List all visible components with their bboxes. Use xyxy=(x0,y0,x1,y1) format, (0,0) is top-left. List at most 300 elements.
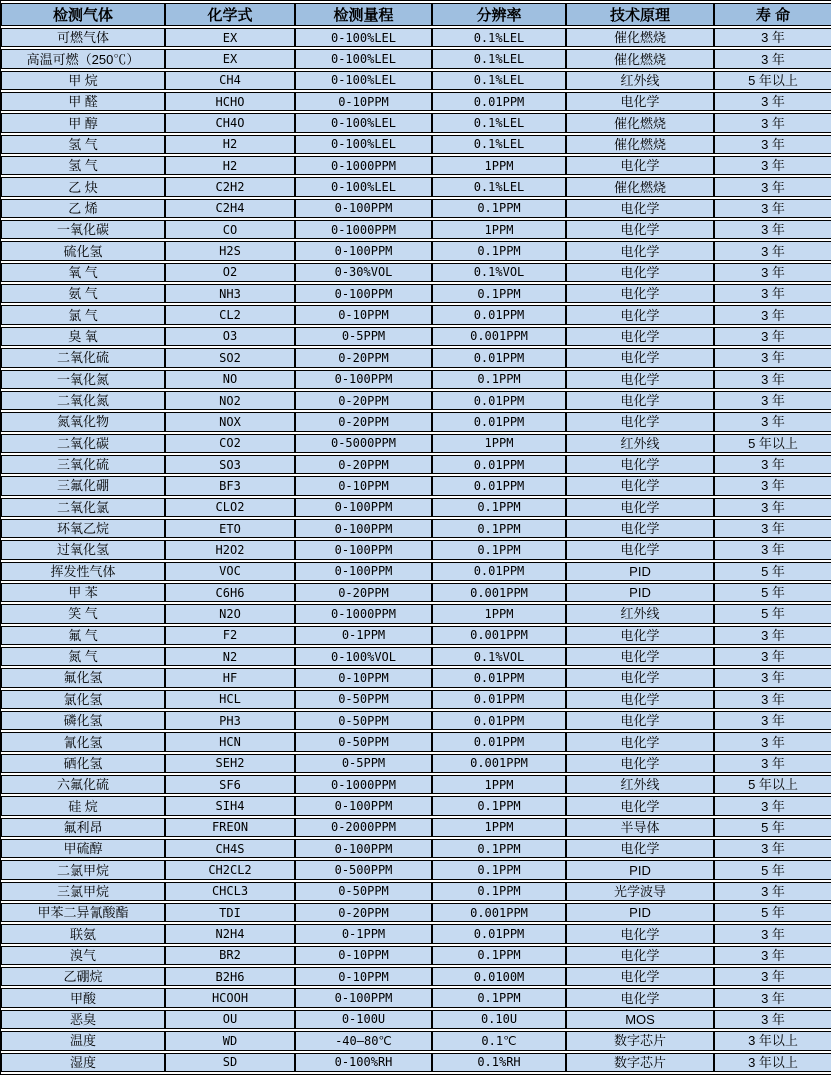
cell-lifespan: 3 年 xyxy=(714,391,831,410)
table-row xyxy=(1,519,831,538)
cell-lifespan: 5 年以上 xyxy=(714,775,831,794)
cell-range: 0-50PPM xyxy=(295,882,432,901)
cell-resolution: 0.10U xyxy=(432,1010,566,1029)
cell-resolution: 0.1PPM xyxy=(432,882,566,901)
cell-gas: 三氟化硼 xyxy=(1,476,165,495)
cell-formula: ETO xyxy=(165,519,295,538)
cell-resolution: 0.1%RH xyxy=(432,1053,566,1073)
cell-lifespan: 5 年 xyxy=(714,818,831,837)
cell-principle: 催化燃烧 xyxy=(566,135,714,154)
cell-principle: 催化燃烧 xyxy=(566,49,714,68)
cell-principle: 电化学 xyxy=(566,711,714,730)
cell-range: 0-10PPM xyxy=(295,476,432,495)
cell-principle: 电化学 xyxy=(566,647,714,666)
table-row xyxy=(1,476,831,495)
cell-gas: 二氧化碳 xyxy=(1,434,165,453)
cell-resolution: 0.1%VOL xyxy=(432,263,566,282)
cell-formula: HCHO xyxy=(165,92,295,111)
cell-range: 0-100%LEL xyxy=(295,71,432,90)
table-row xyxy=(1,839,831,858)
cell-gas: 一氧化氮 xyxy=(1,370,165,389)
cell-formula: HCN xyxy=(165,732,295,751)
table-row xyxy=(1,391,831,410)
table-row xyxy=(1,348,831,367)
cell-gas: 氢 气 xyxy=(1,156,165,175)
cell-formula: H2S xyxy=(165,241,295,260)
cell-lifespan: 3 年 xyxy=(714,263,831,282)
cell-resolution: 0.1PPM xyxy=(432,540,566,559)
cell-formula: O2 xyxy=(165,263,295,282)
cell-formula: VOC xyxy=(165,562,295,581)
cell-gas: 二氧化硫 xyxy=(1,348,165,367)
cell-resolution: 0.1%LEL xyxy=(432,28,566,47)
cell-formula: EX xyxy=(165,49,295,68)
cell-formula: OU xyxy=(165,1010,295,1029)
cell-formula: SF6 xyxy=(165,775,295,794)
cell-range: 0-500PPM xyxy=(295,860,432,879)
cell-lifespan: 3 年 xyxy=(714,711,831,730)
cell-gas: 氯化氢 xyxy=(1,690,165,709)
cell-principle: 电化学 xyxy=(566,263,714,282)
cell-formula: NO2 xyxy=(165,391,295,410)
cell-range: 0-100%LEL xyxy=(295,49,432,68)
cell-gas: 硫化氢 xyxy=(1,241,165,260)
table-row xyxy=(1,604,831,623)
cell-resolution: 0.01PPM xyxy=(432,391,566,410)
cell-range: 0-100%LEL xyxy=(295,113,432,132)
cell-range: 0-5000PPM xyxy=(295,434,432,453)
cell-principle: 电化学 xyxy=(566,455,714,474)
cell-resolution: 0.001PPM xyxy=(432,754,566,773)
cell-range: 0-100PPM xyxy=(295,370,432,389)
cell-principle: 红外线 xyxy=(566,71,714,90)
cell-formula: H2O2 xyxy=(165,540,295,559)
cell-principle: 电化学 xyxy=(566,391,714,410)
table-row xyxy=(1,754,831,773)
cell-principle: 电化学 xyxy=(566,967,714,986)
cell-lifespan: 3 年 xyxy=(714,156,831,175)
cell-lifespan: 3 年 xyxy=(714,92,831,111)
cell-principle: 电化学 xyxy=(566,924,714,943)
cell-lifespan: 3 年 xyxy=(714,967,831,986)
cell-principle: 电化学 xyxy=(566,348,714,367)
cell-resolution: 1PPM xyxy=(432,604,566,623)
table-row xyxy=(1,284,831,303)
cell-lifespan: 3 年 xyxy=(714,626,831,645)
cell-principle: 电化学 xyxy=(566,498,714,517)
cell-lifespan: 5 年 xyxy=(714,562,831,581)
cell-formula: HF xyxy=(165,668,295,687)
cell-range: 0-1PPM xyxy=(295,626,432,645)
cell-range: 0-1000PPM xyxy=(295,775,432,794)
cell-resolution: 0.01PPM xyxy=(432,732,566,751)
cell-principle: 电化学 xyxy=(566,839,714,858)
table-row xyxy=(1,1031,831,1050)
cell-resolution: 0.1PPM xyxy=(432,796,566,815)
cell-gas: 三氧化硫 xyxy=(1,455,165,474)
cell-resolution: 0.001PPM xyxy=(432,583,566,602)
cell-range: -40—80℃ xyxy=(295,1031,432,1050)
table-row xyxy=(1,540,831,559)
cell-gas: 甲 醇 xyxy=(1,113,165,132)
cell-range: 0-20PPM xyxy=(295,412,432,431)
cell-range: 0-1PPM xyxy=(295,924,432,943)
cell-principle: PID xyxy=(566,562,714,581)
cell-formula: CO xyxy=(165,220,295,239)
cell-resolution: 0.1%LEL xyxy=(432,135,566,154)
cell-formula: CL2 xyxy=(165,305,295,324)
table-row xyxy=(1,370,831,389)
cell-range: 0-50PPM xyxy=(295,690,432,709)
table-row xyxy=(1,967,831,986)
cell-lifespan: 3 年 xyxy=(714,113,831,132)
table-row xyxy=(1,305,831,324)
table-row xyxy=(1,647,831,666)
table-row xyxy=(1,241,831,260)
cell-gas: 氰化氢 xyxy=(1,732,165,751)
cell-gas: 氟化氢 xyxy=(1,668,165,687)
cell-formula: SO2 xyxy=(165,348,295,367)
cell-resolution: 0.1PPM xyxy=(432,860,566,879)
cell-gas: 硅 烷 xyxy=(1,796,165,815)
cell-principle: 红外线 xyxy=(566,434,714,453)
cell-range: 0-1000PPM xyxy=(295,604,432,623)
cell-resolution: 0.1PPM xyxy=(432,519,566,538)
cell-principle: 电化学 xyxy=(566,241,714,260)
cell-formula: TDI xyxy=(165,903,295,922)
cell-formula: N2H4 xyxy=(165,924,295,943)
table-row xyxy=(1,946,831,965)
cell-formula: B2H6 xyxy=(165,967,295,986)
cell-principle: 红外线 xyxy=(566,775,714,794)
cell-principle: 电化学 xyxy=(566,156,714,175)
cell-lifespan: 5 年 xyxy=(714,903,831,922)
cell-principle: 电化学 xyxy=(566,199,714,218)
cell-range: 0-100PPM xyxy=(295,199,432,218)
cell-resolution: 0.001PPM xyxy=(432,327,566,346)
cell-lifespan: 3 年 xyxy=(714,924,831,943)
cell-lifespan: 3 年 xyxy=(714,241,831,260)
column-header-principle: 技术原理 xyxy=(566,3,714,26)
cell-gas: 磷化氢 xyxy=(1,711,165,730)
cell-principle: 数字芯片 xyxy=(566,1053,714,1073)
cell-principle: 电化学 xyxy=(566,754,714,773)
cell-formula: CLO2 xyxy=(165,498,295,517)
cell-range: 0-100%RH xyxy=(295,1053,432,1073)
cell-gas: 氮 气 xyxy=(1,647,165,666)
cell-gas: 二氯甲烷 xyxy=(1,860,165,879)
cell-range: 0-20PPM xyxy=(295,455,432,474)
cell-gas: 氢 气 xyxy=(1,135,165,154)
cell-resolution: 0.001PPM xyxy=(432,626,566,645)
cell-resolution: 0.01PPM xyxy=(432,668,566,687)
cell-gas: 乙 烯 xyxy=(1,199,165,218)
cell-gas: 二氧化氮 xyxy=(1,391,165,410)
table-row xyxy=(1,668,831,687)
cell-range: 0-50PPM xyxy=(295,732,432,751)
header-row xyxy=(1,3,831,26)
cell-principle: 电化学 xyxy=(566,946,714,965)
cell-gas: 可燃气体 xyxy=(1,28,165,47)
table-row xyxy=(1,903,831,922)
cell-gas: 氟 气 xyxy=(1,626,165,645)
cell-range: 0-100%VOL xyxy=(295,647,432,666)
column-header-gas: 检测气体 xyxy=(1,3,165,26)
table-row xyxy=(1,711,831,730)
cell-formula: HCL xyxy=(165,690,295,709)
cell-lifespan: 3 年 xyxy=(714,754,831,773)
cell-range: 0-20PPM xyxy=(295,903,432,922)
cell-formula: H2 xyxy=(165,135,295,154)
table-row xyxy=(1,988,831,1007)
cell-gas: 臭 氧 xyxy=(1,327,165,346)
cell-principle: 催化燃烧 xyxy=(566,177,714,196)
cell-resolution: 0.01PPM xyxy=(432,455,566,474)
cell-gas: 氨 气 xyxy=(1,284,165,303)
cell-range: 0-100%LEL xyxy=(295,135,432,154)
cell-gas: 氮氧化物 xyxy=(1,412,165,431)
cell-formula: CO2 xyxy=(165,434,295,453)
cell-formula: HCOOH xyxy=(165,988,295,1007)
cell-range: 0-50PPM xyxy=(295,711,432,730)
cell-lifespan: 5 年以上 xyxy=(714,434,831,453)
table-row xyxy=(1,775,831,794)
cell-lifespan: 3 年 xyxy=(714,540,831,559)
cell-resolution: 0.01PPM xyxy=(432,476,566,495)
cell-principle: PID xyxy=(566,903,714,922)
cell-lifespan: 3 年 xyxy=(714,135,831,154)
cell-formula: C2H2 xyxy=(165,177,295,196)
cell-range: 0-100PPM xyxy=(295,540,432,559)
cell-range: 0-100PPM xyxy=(295,562,432,581)
cell-gas: 联氨 xyxy=(1,924,165,943)
cell-resolution: 0.0100M xyxy=(432,967,566,986)
cell-gas: 乙硼烷 xyxy=(1,967,165,986)
cell-lifespan: 3 年 xyxy=(714,690,831,709)
table-row xyxy=(1,113,831,132)
cell-lifespan: 3 年 xyxy=(714,327,831,346)
cell-resolution: 0.001PPM xyxy=(432,903,566,922)
table-row xyxy=(1,49,831,68)
cell-range: 0-1000PPM xyxy=(295,156,432,175)
cell-formula: C6H6 xyxy=(165,583,295,602)
cell-gas: 环氧乙烷 xyxy=(1,519,165,538)
cell-principle: 电化学 xyxy=(566,668,714,687)
cell-lifespan: 3 年 xyxy=(714,668,831,687)
table-row xyxy=(1,71,831,90)
cell-principle: 电化学 xyxy=(566,370,714,389)
cell-gas: 氟利昂 xyxy=(1,818,165,837)
cell-gas: 甲 苯 xyxy=(1,583,165,602)
cell-principle: 电化学 xyxy=(566,796,714,815)
cell-principle: 电化学 xyxy=(566,690,714,709)
cell-lifespan: 3 年 xyxy=(714,476,831,495)
cell-lifespan: 3 年 xyxy=(714,732,831,751)
table-row xyxy=(1,1053,831,1073)
cell-principle: 电化学 xyxy=(566,626,714,645)
cell-range: 0-100%LEL xyxy=(295,177,432,196)
cell-resolution: 1PPM xyxy=(432,818,566,837)
cell-range: 0-100U xyxy=(295,1010,432,1029)
cell-range: 0-100PPM xyxy=(295,839,432,858)
cell-resolution: 0.1PPM xyxy=(432,241,566,260)
cell-range: 0-100%LEL xyxy=(295,28,432,47)
cell-lifespan: 3 年 xyxy=(714,49,831,68)
cell-resolution: 1PPM xyxy=(432,220,566,239)
cell-formula: SIH4 xyxy=(165,796,295,815)
cell-range: 0-1000PPM xyxy=(295,220,432,239)
table-row xyxy=(1,562,831,581)
cell-resolution: 0.01PPM xyxy=(432,348,566,367)
column-header-lifespan: 寿 命 xyxy=(714,3,831,26)
cell-resolution: 1PPM xyxy=(432,434,566,453)
cell-principle: 电化学 xyxy=(566,540,714,559)
cell-formula: NH3 xyxy=(165,284,295,303)
cell-resolution: 0.01PPM xyxy=(432,711,566,730)
cell-resolution: 0.01PPM xyxy=(432,690,566,709)
cell-resolution: 0.1PPM xyxy=(432,370,566,389)
cell-range: 0-5PPM xyxy=(295,754,432,773)
cell-formula: SD xyxy=(165,1053,295,1073)
cell-gas: 恶臭 xyxy=(1,1010,165,1029)
cell-gas: 硒化氢 xyxy=(1,754,165,773)
cell-gas: 湿度 xyxy=(1,1053,165,1073)
cell-lifespan: 3 年 xyxy=(714,988,831,1007)
cell-resolution: 0.1PPM xyxy=(432,946,566,965)
cell-formula: N2O xyxy=(165,604,295,623)
cell-resolution: 0.1PPM xyxy=(432,988,566,1007)
cell-range: 0-100PPM xyxy=(295,796,432,815)
table-row xyxy=(1,1010,831,1029)
cell-lifespan: 3 年 xyxy=(714,177,831,196)
cell-resolution: 0.1%LEL xyxy=(432,113,566,132)
table-row xyxy=(1,818,831,837)
cell-range: 0-10PPM xyxy=(295,668,432,687)
cell-lifespan: 3 年 xyxy=(714,412,831,431)
cell-resolution: 0.1PPM xyxy=(432,199,566,218)
cell-gas: 一氧化碳 xyxy=(1,220,165,239)
cell-range: 0-20PPM xyxy=(295,348,432,367)
cell-formula: CHCL3 xyxy=(165,882,295,901)
table-row xyxy=(1,199,831,218)
table-row xyxy=(1,92,831,111)
cell-formula: N2 xyxy=(165,647,295,666)
cell-formula: FREON xyxy=(165,818,295,837)
cell-formula: CH4 xyxy=(165,71,295,90)
cell-formula: EX xyxy=(165,28,295,47)
table-row xyxy=(1,690,831,709)
table-body xyxy=(1,28,831,1072)
cell-range: 0-20PPM xyxy=(295,391,432,410)
cell-lifespan: 3 年 xyxy=(714,28,831,47)
cell-lifespan: 3 年以上 xyxy=(714,1053,831,1073)
cell-principle: 电化学 xyxy=(566,732,714,751)
cell-lifespan: 3 年 xyxy=(714,882,831,901)
cell-range: 0-100PPM xyxy=(295,519,432,538)
column-header-formula: 化学式 xyxy=(165,3,295,26)
cell-resolution: 0.1%VOL xyxy=(432,647,566,666)
cell-formula: PH3 xyxy=(165,711,295,730)
cell-resolution: 0.1℃ xyxy=(432,1031,566,1050)
cell-resolution: 0.1%LEL xyxy=(432,71,566,90)
cell-principle: 电化学 xyxy=(566,92,714,111)
cell-range: 0-100PPM xyxy=(295,498,432,517)
cell-gas: 六氟化硫 xyxy=(1,775,165,794)
cell-lifespan: 3 年以上 xyxy=(714,1031,831,1050)
cell-principle: 电化学 xyxy=(566,476,714,495)
cell-resolution: 0.01PPM xyxy=(432,305,566,324)
cell-range: 0-5PPM xyxy=(295,327,432,346)
cell-range: 0-2000PPM xyxy=(295,818,432,837)
cell-principle: 催化燃烧 xyxy=(566,113,714,132)
cell-range: 0-100PPM xyxy=(295,241,432,260)
cell-gas: 氧 气 xyxy=(1,263,165,282)
cell-lifespan: 3 年 xyxy=(714,519,831,538)
cell-formula: SO3 xyxy=(165,455,295,474)
cell-lifespan: 3 年 xyxy=(714,455,831,474)
table-row xyxy=(1,498,831,517)
table-row xyxy=(1,626,831,645)
table-row xyxy=(1,177,831,196)
column-header-resolution: 分辨率 xyxy=(432,3,566,26)
column-header-range: 检测量程 xyxy=(295,3,432,26)
table-row xyxy=(1,135,831,154)
cell-formula: CH2CL2 xyxy=(165,860,295,879)
cell-resolution: 0.1PPM xyxy=(432,839,566,858)
cell-gas: 氯 气 xyxy=(1,305,165,324)
cell-lifespan: 3 年 xyxy=(714,305,831,324)
cell-lifespan: 3 年 xyxy=(714,1010,831,1029)
cell-gas: 高温可燃（250℃） xyxy=(1,49,165,68)
cell-range: 0-20PPM xyxy=(295,583,432,602)
table-row xyxy=(1,412,831,431)
cell-principle: 半导体 xyxy=(566,818,714,837)
cell-formula: BR2 xyxy=(165,946,295,965)
table-row xyxy=(1,732,831,751)
cell-gas: 温度 xyxy=(1,1031,165,1050)
cell-lifespan: 3 年 xyxy=(714,647,831,666)
cell-resolution: 0.1%LEL xyxy=(432,177,566,196)
cell-lifespan: 5 年 xyxy=(714,604,831,623)
cell-principle: PID xyxy=(566,860,714,879)
cell-principle: 电化学 xyxy=(566,284,714,303)
cell-gas: 笑 气 xyxy=(1,604,165,623)
cell-gas: 甲 醛 xyxy=(1,92,165,111)
cell-range: 0-10PPM xyxy=(295,946,432,965)
cell-resolution: 0.1PPM xyxy=(432,498,566,517)
cell-lifespan: 3 年 xyxy=(714,839,831,858)
cell-resolution: 0.1%LEL xyxy=(432,49,566,68)
cell-lifespan: 3 年 xyxy=(714,796,831,815)
cell-formula: H2 xyxy=(165,156,295,175)
cell-lifespan: 5 年以上 xyxy=(714,71,831,90)
table-row xyxy=(1,882,831,901)
cell-formula: CH4S xyxy=(165,839,295,858)
table-row xyxy=(1,455,831,474)
cell-principle: 数字芯片 xyxy=(566,1031,714,1050)
cell-formula: WD xyxy=(165,1031,295,1050)
cell-range: 0-30%VOL xyxy=(295,263,432,282)
table-row xyxy=(1,860,831,879)
cell-gas: 过氧化氢 xyxy=(1,540,165,559)
cell-lifespan: 3 年 xyxy=(714,498,831,517)
cell-lifespan: 3 年 xyxy=(714,946,831,965)
table-row xyxy=(1,327,831,346)
cell-range: 0-10PPM xyxy=(295,967,432,986)
cell-gas: 二氧化氯 xyxy=(1,498,165,517)
cell-principle: 催化燃烧 xyxy=(566,28,714,47)
cell-resolution: 1PPM xyxy=(432,775,566,794)
